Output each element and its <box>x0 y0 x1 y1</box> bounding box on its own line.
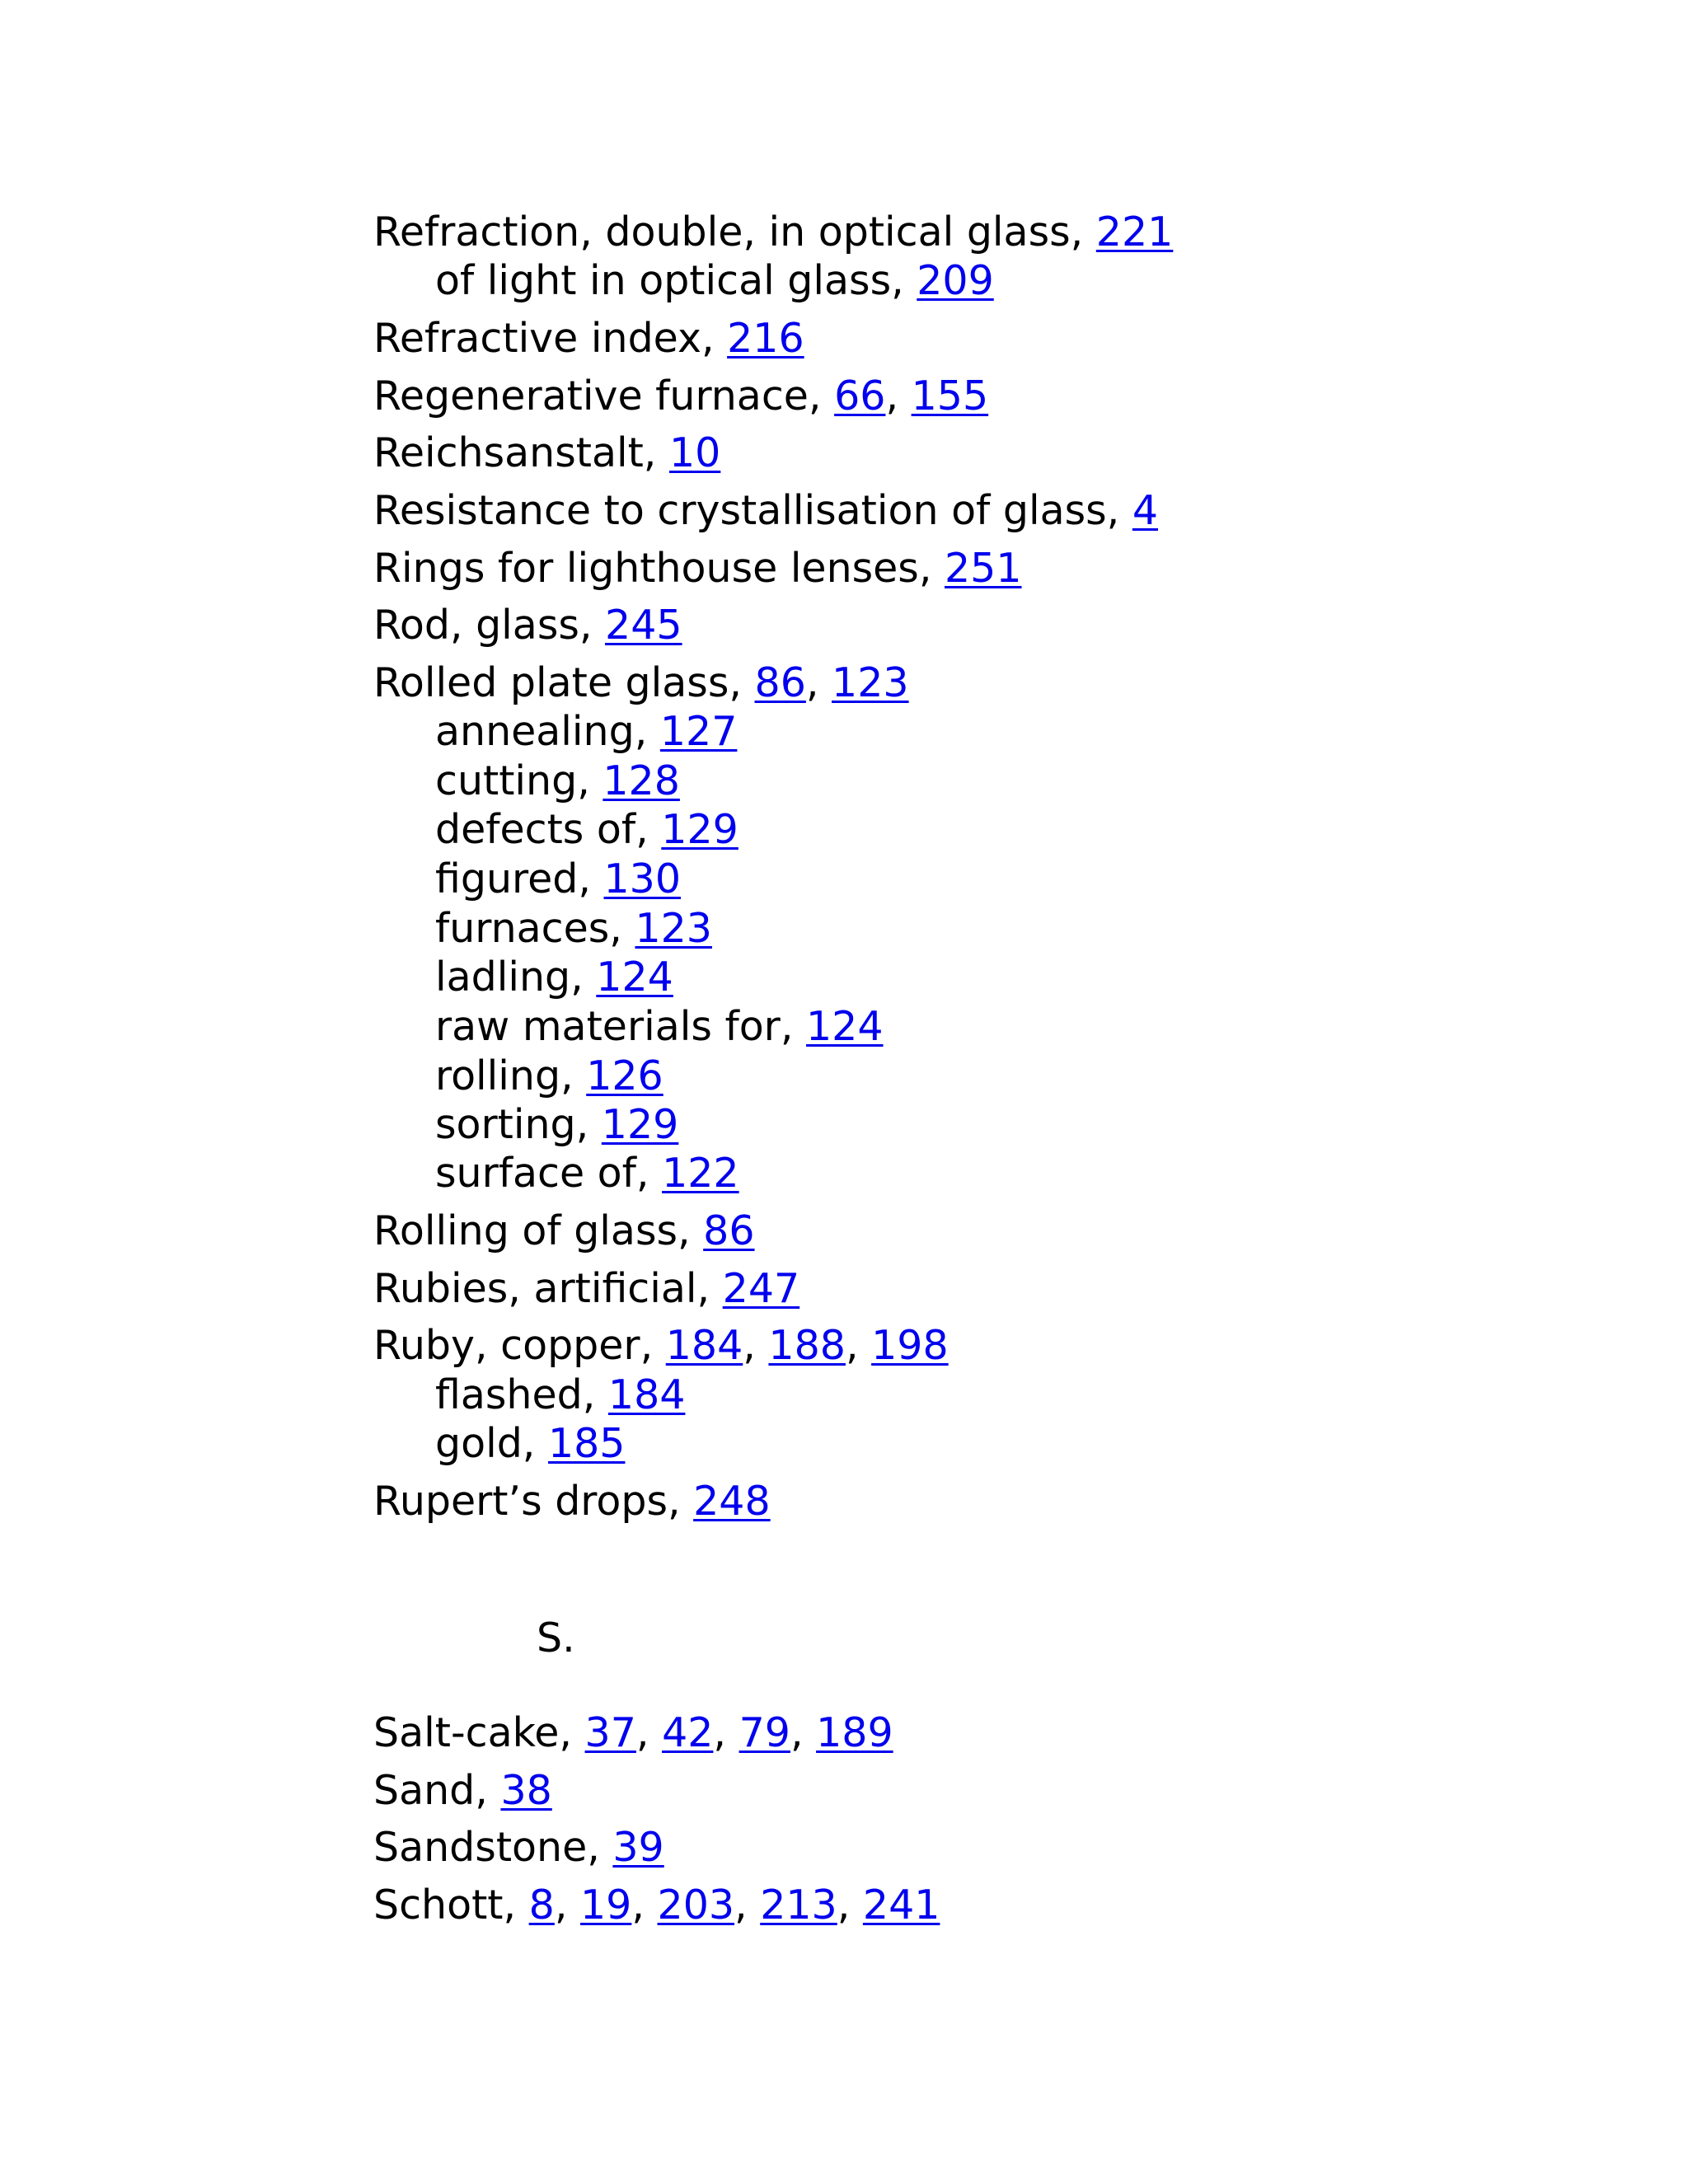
index-term: sorting, <box>435 1101 602 1148</box>
page-number-link[interactable]: 37 <box>584 1709 636 1756</box>
index-subentry <box>435 707 737 757</box>
page-number-link[interactable]: 130 <box>603 855 682 902</box>
page-number-link[interactable]: 66 <box>834 373 886 419</box>
page-separator: , <box>734 1882 761 1929</box>
page-number-link[interactable]: 86 <box>703 1207 755 1254</box>
index-subentry <box>435 1052 663 1101</box>
page-number-link[interactable]: 79 <box>738 1709 790 1756</box>
index-term: Regenerative furnace, <box>373 373 835 419</box>
index-term: gold, <box>435 1420 548 1467</box>
page-number-link[interactable]: 122 <box>662 1150 739 1197</box>
page-number-link[interactable]: 8 <box>528 1882 555 1929</box>
page-number-link[interactable]: 10 <box>668 429 721 476</box>
index-entry <box>373 429 720 478</box>
index-entry <box>373 486 1158 536</box>
index-entry <box>373 544 1022 593</box>
index-term: Ruby, copper, <box>373 1322 666 1369</box>
index-entry <box>373 1823 664 1872</box>
page-number-link[interactable]: 124 <box>805 1003 884 1050</box>
index-subentry <box>435 256 994 306</box>
index-term: Sand, <box>373 1767 501 1814</box>
index-entry <box>373 1708 893 1758</box>
index-entry <box>373 1264 799 1314</box>
index-entry <box>373 601 682 650</box>
index-term: Rings for lighthouse lenses, <box>373 545 945 592</box>
index-subentry <box>435 953 673 1002</box>
page-number-link[interactable]: 129 <box>661 806 738 853</box>
page-separator: , <box>845 1322 872 1369</box>
page-separator: , <box>713 1709 739 1756</box>
index-term: Salt-cake, <box>373 1709 585 1756</box>
index-entry <box>373 1477 771 1526</box>
index-term: ladling, <box>435 954 597 1001</box>
page-number-link[interactable]: 128 <box>603 757 680 804</box>
index-term: rolling, <box>435 1052 587 1099</box>
page-number-link[interactable]: 38 <box>500 1767 552 1814</box>
index-term: Rupert’s drops, <box>373 1478 694 1525</box>
page-number-link[interactable]: 123 <box>635 905 712 952</box>
page-number-link[interactable]: 248 <box>693 1478 771 1525</box>
page-number-link[interactable]: 127 <box>659 708 738 755</box>
page-number-link[interactable]: 209 <box>917 257 994 304</box>
page-separator: , <box>790 1709 817 1756</box>
index-term: flashed, <box>435 1371 608 1418</box>
index-entry <box>373 658 909 708</box>
page-number-link[interactable]: 184 <box>607 1371 686 1418</box>
page-number-link[interactable]: 241 <box>862 1882 940 1929</box>
index-term: Rubies, artificial, <box>373 1265 723 1312</box>
page-number-link[interactable]: 123 <box>832 659 909 706</box>
page-number-link[interactable]: 4 <box>1132 487 1159 534</box>
page-separator: , <box>885 373 912 419</box>
index-term: furnaces, <box>435 905 635 952</box>
page-number-link[interactable]: 251 <box>945 545 1022 592</box>
index-term: Schott, <box>373 1882 529 1929</box>
index-term: Rolled plate glass, <box>373 659 755 706</box>
index-subentry <box>435 1100 678 1150</box>
index-term: Rolling of glass, <box>373 1207 704 1254</box>
index-term: Resistance to crystallisation of glass, <box>373 487 1132 534</box>
page-number-link[interactable]: 221 <box>1095 209 1174 255</box>
index-term: Reichsanstalt, <box>373 429 669 476</box>
index-term: raw materials for, <box>435 1003 806 1050</box>
page-number-link[interactable]: 42 <box>662 1709 714 1756</box>
page-number-link[interactable]: 188 <box>768 1322 846 1369</box>
index-term: Rod, glass, <box>373 602 606 649</box>
page-number-link[interactable]: 184 <box>665 1322 743 1369</box>
page-separator: , <box>805 659 832 706</box>
page-number-link[interactable]: 189 <box>816 1709 893 1756</box>
page-separator: , <box>635 1709 663 1756</box>
page-number-link[interactable]: 39 <box>612 1824 664 1871</box>
page-number-link[interactable]: 213 <box>760 1882 837 1929</box>
page-separator: , <box>554 1882 580 1929</box>
page-number-link[interactable]: 185 <box>547 1420 626 1467</box>
page-number-link[interactable]: 203 <box>657 1882 735 1929</box>
index-term: defects of, <box>435 806 662 853</box>
page-separator: , <box>631 1882 658 1929</box>
index-entry <box>373 1881 940 1930</box>
index-entry <box>373 1766 552 1816</box>
index-subentry <box>435 904 712 954</box>
index-entry <box>373 314 804 363</box>
page-number-link[interactable]: 155 <box>911 373 989 419</box>
page-separator: , <box>743 1322 769 1369</box>
page-number-link[interactable]: 216 <box>727 315 804 362</box>
page-separator: , <box>837 1882 863 1929</box>
index-term: Refractive index, <box>373 315 728 362</box>
index-subentry <box>435 1371 685 1420</box>
section-heading: S. <box>537 1615 575 1661</box>
index-subentry <box>435 1419 625 1469</box>
page-number-link[interactable]: 124 <box>596 954 673 1001</box>
index-term: surface of, <box>435 1150 663 1197</box>
page-number-link[interactable]: 129 <box>601 1101 679 1148</box>
page-number-link[interactable]: 19 <box>580 1882 632 1929</box>
index-entry <box>373 1207 755 1256</box>
index-subentry <box>435 757 680 806</box>
index-entry <box>373 208 1173 257</box>
page-number-link[interactable]: 247 <box>722 1265 800 1312</box>
index-term: Sandstone, <box>373 1824 613 1871</box>
index-term: figured, <box>435 855 604 902</box>
page-number-link[interactable]: 198 <box>871 1322 949 1369</box>
page-number-link[interactable]: 245 <box>605 602 682 649</box>
index-entry <box>373 1321 949 1371</box>
index-subentry <box>435 1002 884 1052</box>
index-subentry <box>435 805 738 855</box>
index-subentry <box>435 855 681 904</box>
index-term: annealing, <box>435 708 660 755</box>
index-term: of light in optical glass, <box>435 257 917 304</box>
page-number-link[interactable]: 126 <box>586 1052 663 1099</box>
index-entry <box>373 372 988 421</box>
index-term: cutting, <box>435 757 603 804</box>
index-subentry <box>435 1149 739 1198</box>
index-term: Refraction, double, in optical glass, <box>373 209 1096 255</box>
page-number-link[interactable]: 86 <box>754 659 806 706</box>
